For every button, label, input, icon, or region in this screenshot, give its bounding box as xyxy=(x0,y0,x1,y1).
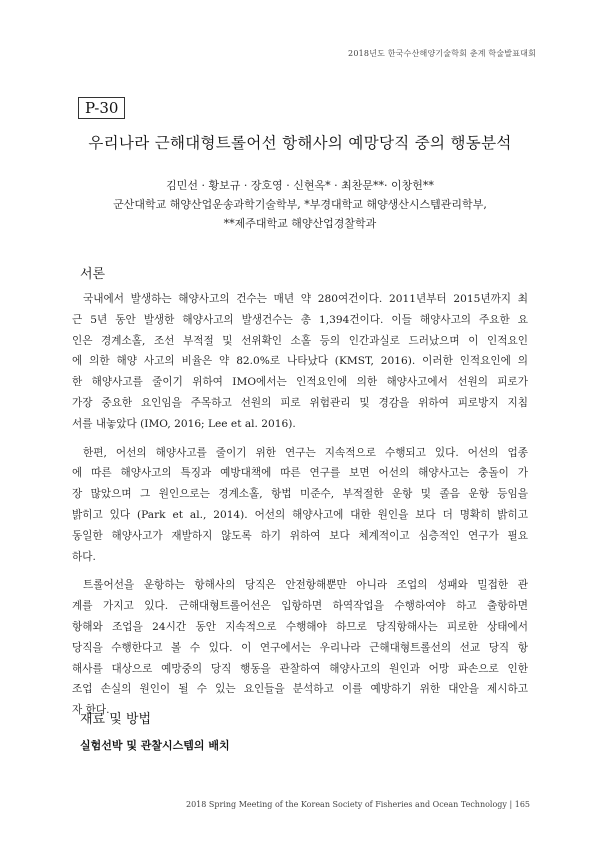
text-line: 조업 손실의 원인이 될 수 있는 요인들을 분석하고 이를 예방하기 위한 대안을 제시하고 xyxy=(72,683,528,696)
text-line: 에 따른 해양사고의 특징과 예방대책에 따른 연구를 보면 어선의 해양사고는 충돌이 가 xyxy=(72,467,528,480)
paper-title: 우리나라 근해대형트롤어선 항해사의 예망당직 중의 행동분석 xyxy=(88,134,512,152)
text-line: 가장 중요한 요인임을 주목하고 선원의 피로 위험관리 및 경감을 위하여 피로방지 지침 xyxy=(72,396,528,409)
text-line: 자 한다. xyxy=(72,704,110,717)
author-list: 김민선 · 황보규 · 장호영 · 신현옥* · 최찬문**· 이창헌** xyxy=(166,179,434,192)
conference-header: 2018년도 한국수산해양기술학회 춘계 학술발표대회 xyxy=(348,49,536,58)
poster-number-badge: P-30 xyxy=(78,97,125,119)
author-block xyxy=(0,176,600,233)
text-line: 에 의한 해양 사고의 비율은 약 82.0%로 나타났다 (KMST, 2016). 이러한 인적요인에 의 xyxy=(72,355,528,368)
methods-subheading: 실험선박 및 관찰시스템의 배치 xyxy=(80,739,230,752)
text-line: 한 해양사고를 줄이기 위하여 IMO에서는 인적요인에 의한 해양사고에서 선원의 피로가 xyxy=(72,376,528,389)
paragraph-2 xyxy=(72,443,528,568)
affiliation-line-1: 군산대학교 해양산업운송과학기술학부, *부경대학교 해양생산시스템관리학부, xyxy=(113,198,487,211)
intro-body xyxy=(72,289,528,721)
methods-heading: 재료 및 방법 xyxy=(80,712,152,727)
text-line: 인은 경계소홀, 조선 부적절 및 선위확인 소홀 등의 인간과실로 드러났으며 이 인적요인 xyxy=(72,334,528,347)
page-footer: 2018 Spring Meeting of the Korean Society of Fisheries and Ocean Technology | 165 xyxy=(186,800,530,809)
text-line: 서를 내놓았다 (IMO, 2016; Lee et al. 2016). xyxy=(72,417,296,430)
text-line: 항해와 조업을 24시간 동안 지속적으로 수행해야 하므로 당직항해사는 피로한 상태에서 xyxy=(72,620,528,633)
text-line: 당직을 수행한다고 볼 수 있다. 이 연구에서는 우리나라 근해대형트롤선의 선교 당직 항 xyxy=(72,641,528,654)
text-line: 한편, 어선의 해양사고를 줄이기 위한 연구는 지속적으로 수행되고 있다. 어선의 업종 xyxy=(83,446,528,459)
text-line: 동일한 해양사고가 재발하지 않도록 하기 위하여 보다 체계적이고 심층적인 연구가 필요 xyxy=(72,529,528,542)
text-line: 밝히고 있다 (Park et al., 2014). 어선의 해양사고에 대한 원인을 보다 더 명확히 밝히고 xyxy=(72,508,528,521)
text-line: 트롤어선을 운항하는 항해사의 당직은 안전항해뿐만 아니라 조업의 성패와 밀접한 관 xyxy=(83,579,528,592)
text-line: 해사를 대상으로 예망중의 당직 행동을 관찰하여 해양사고의 원인과 어망 파손으로 인한 xyxy=(72,662,528,675)
text-line: 국내에서 발생하는 해양사고의 건수는 매년 약 280여건이다. 2011년부터 2015년까지 최 xyxy=(83,293,528,305)
text-line: 하다. xyxy=(72,550,96,563)
text-line: 근 5년 동안 발생한 해양사고의 발생건수는 총 1,394건이다. 이들 해양사고의 주요한 요 xyxy=(72,313,528,326)
paragraph-3 xyxy=(72,575,528,721)
paragraph-1 xyxy=(72,289,528,435)
text-line: 계를 가지고 있다. 근해대형트롤어선은 입항하면 하역작업을 수행하여야 하고 출항하면 xyxy=(72,600,528,613)
intro-heading: 서론 xyxy=(80,267,106,282)
affiliation-line-2: **제주대학교 해양산업경찰학과 xyxy=(223,217,377,230)
text-line: 장 많았으며 그 원인으로는 경계소홀, 항법 미준수, 부적절한 운항 및 졸음 운항 등임을 xyxy=(72,488,528,501)
